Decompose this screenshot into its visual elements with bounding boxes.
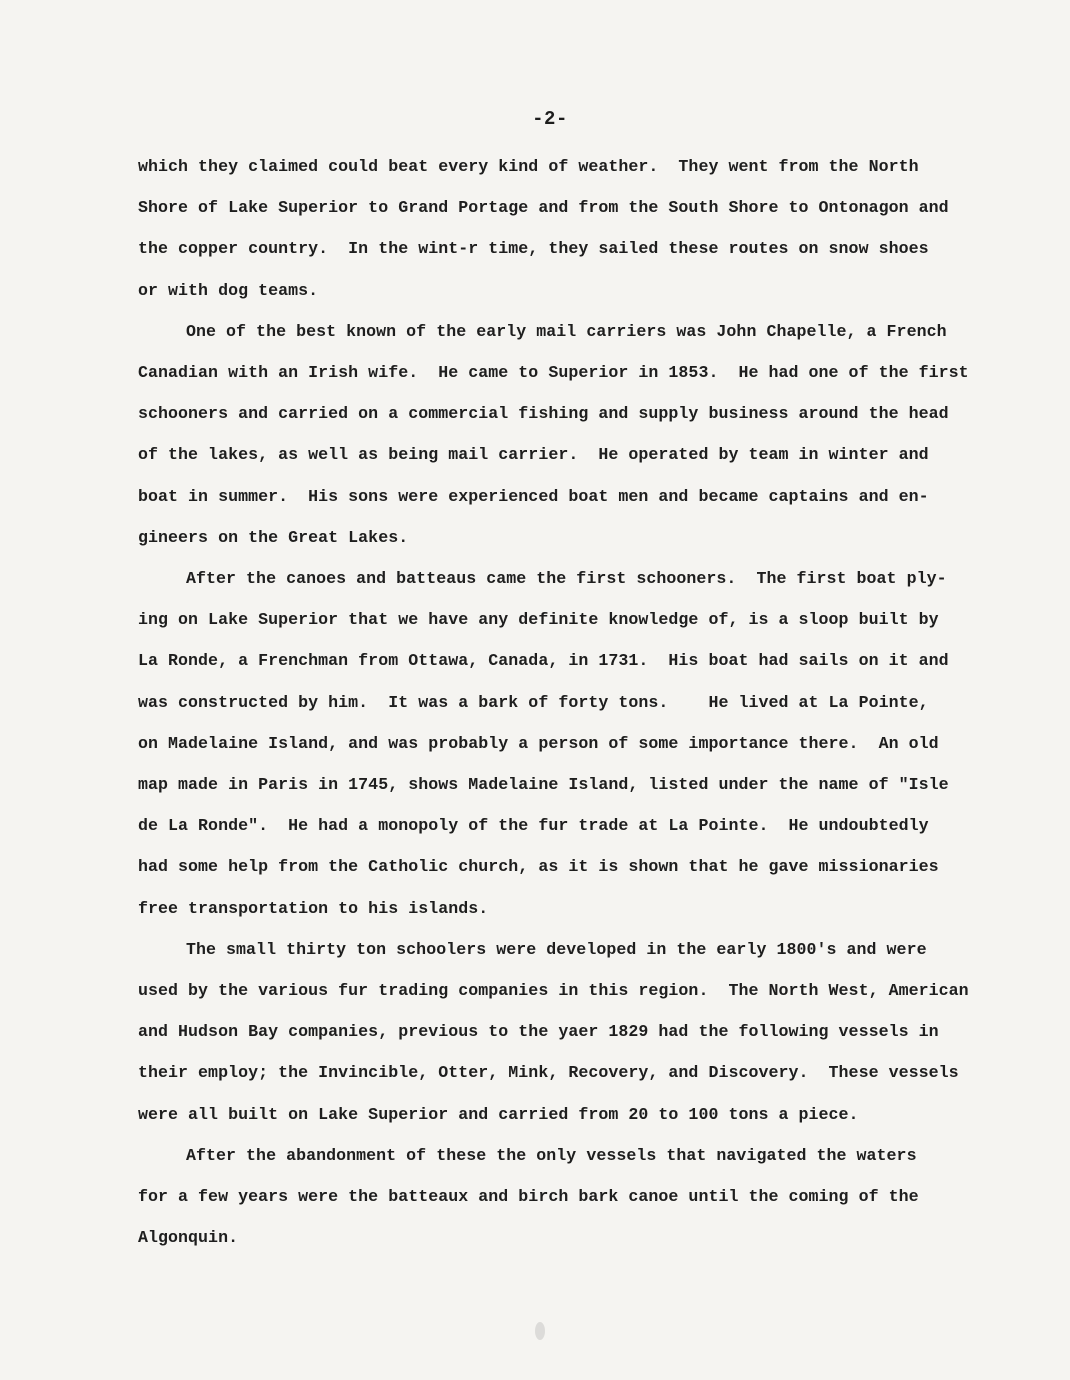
paragraph-1 bbox=[138, 146, 1018, 311]
text-line: Canadian with an Irish wife. He came to Superior in 1853. He had one of the first bbox=[138, 363, 969, 383]
document-body bbox=[138, 146, 1018, 1258]
page-number: -2- bbox=[532, 108, 568, 130]
text-line: The small thirty ton schoolers were developed in the early 1800's and were bbox=[186, 939, 927, 959]
text-line: One of the best known of the early mail carriers was John Chapelle, a French bbox=[186, 321, 947, 341]
text-line: schooners and carried on a commercial fishing and supply business around the head bbox=[138, 404, 949, 424]
ink-smudge bbox=[535, 1322, 545, 1340]
text-line: of the lakes, as well as being mail carrier. He operated by team in winter and bbox=[138, 445, 929, 465]
text-line: was constructed by him. It was a bark of forty tons. He lived at La Pointe, bbox=[138, 692, 929, 712]
text-line: and Hudson Bay companies, previous to the yaer 1829 had the following vessels in bbox=[138, 1022, 939, 1042]
text-line: Shore of Lake Superior to Grand Portage and from the South Shore to Ontonagon and bbox=[138, 198, 949, 218]
text-line: for a few years were the batteaux and birch bark canoe until the coming of the bbox=[138, 1187, 919, 1207]
text-line: Algonquin. bbox=[138, 1228, 239, 1248]
text-line: on Madelaine Island, and was probably a person of some importance there. An old bbox=[138, 733, 939, 753]
text-line: La Ronde, a Frenchman from Ottawa, Canada, in 1731. His boat had sails on it and bbox=[138, 651, 949, 671]
text-line: de La Ronde". He had a monopoly of the fur trade at La Pointe. He undoubtedly bbox=[138, 816, 929, 836]
text-line: After the canoes and batteaus came the first schooners. The first boat ply- bbox=[186, 569, 947, 589]
paragraph-3 bbox=[138, 558, 1018, 929]
text-line: map made in Paris in 1745, shows Madelaine Island, listed under the name of "Isle bbox=[138, 775, 949, 795]
paragraph-5 bbox=[138, 1135, 1018, 1259]
paragraph-2 bbox=[138, 311, 1018, 558]
text-line: were all built on Lake Superior and carried from 20 to 100 tons a piece. bbox=[138, 1104, 859, 1124]
text-line: the copper country. In the wint-r time, they sailed these routes on snow shoes bbox=[138, 239, 929, 259]
text-line: had some help from the Catholic church, as it is shown that he gave missionaries bbox=[138, 857, 939, 877]
text-line: used by the various fur trading companies in this region. The North West, American bbox=[138, 981, 969, 1001]
text-line: After the abandonment of these the only vessels that navigated the waters bbox=[186, 1145, 917, 1165]
text-line: or with dog teams. bbox=[138, 280, 319, 300]
text-line: gineers on the Great Lakes. bbox=[138, 527, 409, 547]
text-line: boat in summer. His sons were experienced boat men and became captains and en- bbox=[138, 486, 929, 506]
text-line: ing on Lake Superior that we have any definite knowledge of, is a sloop built by bbox=[138, 610, 939, 630]
text-line: free transportation to his islands. bbox=[138, 898, 489, 918]
text-line: which they claimed could beat every kind of weather. They went from the North bbox=[138, 157, 919, 176]
text-line: their employ; the Invincible, Otter, Mink, Recovery, and Discovery. These vessels bbox=[138, 1063, 959, 1083]
paragraph-4 bbox=[138, 929, 1018, 1135]
